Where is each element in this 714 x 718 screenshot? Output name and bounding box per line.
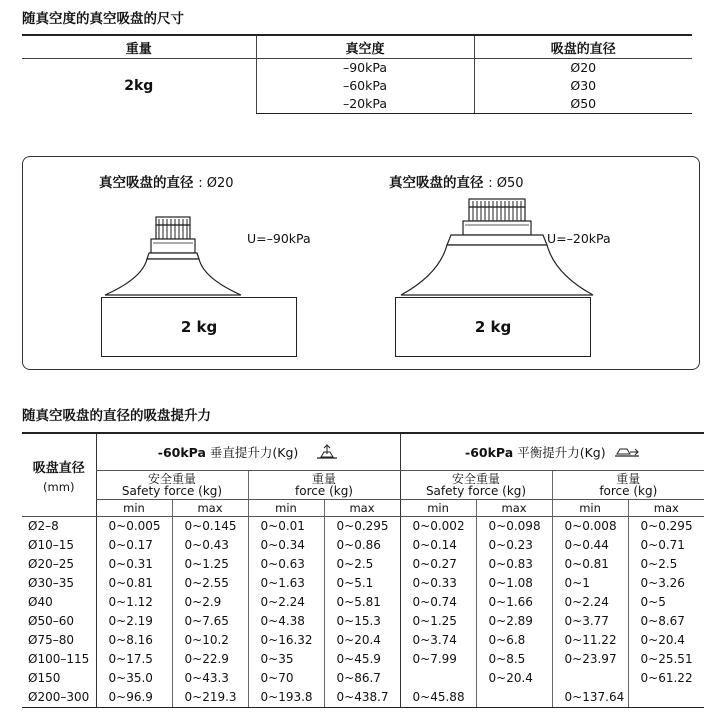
v-safety-header	[96, 471, 248, 500]
left-pressure: U=–90kPa	[247, 231, 311, 246]
vacuum-cell: –60kPa	[256, 77, 474, 95]
corner-unit: (mm)	[43, 479, 75, 494]
min-header: min	[400, 500, 476, 517]
header-vacuum: 真空度	[256, 35, 474, 59]
force-cell: 0~22.9	[172, 650, 248, 669]
force-cell: 0~20.4	[476, 669, 552, 688]
diameter-cell: Ø10–15	[28, 538, 74, 552]
force-cell: 0~2.9	[172, 593, 248, 612]
force-cell: 0~0.81	[552, 555, 628, 574]
v-safety-cn: 安全重量	[147, 472, 196, 486]
force-cell: 0~15.3	[324, 612, 400, 631]
horizontal-lift-header	[400, 433, 704, 471]
force-cell: 0~17.5	[96, 650, 172, 669]
force-cell: 0~2.24	[552, 593, 628, 612]
force-cell: 0~2.19	[96, 612, 172, 631]
left-caption-diameter: : Ø20	[198, 176, 234, 191]
vacuum-size-table	[22, 34, 692, 114]
vacuum-cell: –20kPa	[256, 95, 474, 114]
force-cell	[476, 688, 552, 708]
diameter-cell: Ø200–300	[22, 688, 96, 708]
table-row	[22, 631, 704, 650]
table-row	[22, 574, 704, 593]
diameter-cell: Ø50	[474, 95, 692, 114]
vertical-pressure: -60kPa	[157, 445, 206, 460]
force-cell: 0~0.005	[96, 517, 172, 537]
max-header: max	[628, 500, 704, 517]
force-cell: 0~16.32	[248, 631, 324, 650]
left-load-box: 2 kg	[101, 297, 297, 357]
force-cell: 0~2.24	[248, 593, 324, 612]
force-cell: 0~1.12	[96, 593, 172, 612]
v-force-en: force (kg)	[295, 484, 353, 498]
force-cell: 0~0.86	[324, 536, 400, 555]
min-header: min	[96, 500, 172, 517]
left-suction-cup-icon	[93, 215, 253, 299]
force-cell: 0~1.63	[248, 574, 324, 593]
v-force-header	[248, 471, 400, 500]
force-cell	[400, 669, 476, 688]
diameter-cell: Ø100–115	[28, 652, 90, 666]
force-cell: 0~0.002	[400, 517, 476, 537]
diameter-cell: Ø20–25	[28, 557, 74, 571]
v-force-cn: 重量	[312, 472, 337, 486]
force-cell: 0~0.31	[96, 555, 172, 574]
right-caption-label: 真空吸盘的直径	[389, 175, 484, 191]
right-caption-diameter: : Ø50	[488, 176, 524, 191]
header-diameter: 吸盘的直径	[474, 35, 692, 59]
table-row	[22, 555, 704, 574]
right-pressure: U=–20kPa	[547, 231, 611, 246]
diameter-cell: Ø2–8	[28, 519, 59, 533]
force-cell: 0~137.64	[552, 688, 628, 708]
force-cell: 0~0.83	[476, 555, 552, 574]
force-cell: 0~1.08	[476, 574, 552, 593]
force-cell: 0~1	[552, 574, 628, 593]
h-force-cn: 重量	[616, 472, 641, 486]
force-cell: 0~1.66	[476, 593, 552, 612]
force-cell: 0~2.89	[476, 612, 552, 631]
force-cell: 0~0.295	[324, 517, 400, 537]
right-caption	[389, 171, 524, 191]
force-cell: 0~23.97	[552, 650, 628, 669]
table-row	[22, 536, 704, 555]
force-cell: 0~0.145	[172, 517, 248, 537]
horizontal-lift-icon	[614, 444, 640, 460]
h-safety-en: Safety force (kg)	[425, 484, 527, 498]
vertical-lift-header	[96, 433, 400, 471]
table-row	[22, 688, 704, 708]
force-cell: 0~0.81	[96, 574, 172, 593]
force-cell: 0~0.008	[552, 517, 628, 537]
force-cell: 0~86.7	[324, 669, 400, 688]
force-cell: 0~11.22	[552, 631, 628, 650]
h-force-en: force (kg)	[599, 484, 658, 498]
diameter-column-header	[22, 433, 96, 517]
force-cell: 0~96.9	[96, 688, 172, 708]
force-cell: 0~0.71	[628, 536, 704, 555]
force-cell: 0~3.26	[628, 574, 704, 593]
force-cell: 0~8.5	[476, 650, 552, 669]
table-row	[22, 593, 704, 612]
left-caption-label: 真空吸盘的直径	[99, 175, 194, 191]
section2-title: 随真空吸盘的直径的吸盘提升力	[22, 408, 211, 424]
force-cell: 0~0.34	[248, 536, 324, 555]
weight-cell: 2kg	[124, 78, 154, 95]
vertical-lift-icon	[316, 444, 338, 460]
diameter-cell: Ø20	[474, 59, 692, 78]
force-cell: 0~2.55	[172, 574, 248, 593]
force-cell: 0~2.5	[628, 555, 704, 574]
table-row	[22, 517, 704, 537]
header-weight: 重量	[22, 35, 256, 59]
force-cell: 0~61.22	[628, 669, 704, 688]
force-cell: 0~70	[248, 669, 324, 688]
lift-force-table	[22, 432, 704, 708]
force-cell: 0~0.63	[248, 555, 324, 574]
force-cell: 0~0.44	[552, 536, 628, 555]
force-cell: 0~219.3	[172, 688, 248, 708]
right-suction-cup-icon	[397, 197, 597, 299]
force-cell: 0~193.8	[248, 688, 324, 708]
force-cell: 0~7.99	[400, 650, 476, 669]
h-force-header	[552, 471, 704, 500]
force-cell: 0~0.43	[172, 536, 248, 555]
force-cell: 0~438.7	[324, 688, 400, 708]
max-header: max	[172, 500, 248, 517]
force-cell: 0~1.25	[172, 555, 248, 574]
force-cell: 0~0.098	[476, 517, 552, 537]
right-load-box: 2 kg	[395, 297, 591, 357]
force-cell	[552, 669, 628, 688]
force-cell: 0~35.0	[96, 669, 172, 688]
diameter-cell: Ø150	[28, 671, 61, 685]
force-cell: 0~5.81	[324, 593, 400, 612]
diameter-cell: Ø50–60	[28, 614, 74, 628]
force-cell: 0~0.74	[400, 593, 476, 612]
force-cell: 0~1.25	[400, 612, 476, 631]
force-cell: 0~5	[628, 593, 704, 612]
lift-force-rows	[22, 517, 704, 708]
force-cell: 0~7.65	[172, 612, 248, 631]
force-cell: 0~10.2	[172, 631, 248, 650]
diameter-cell: Ø75–80	[28, 633, 74, 647]
force-cell: 0~2.5	[324, 555, 400, 574]
table-row	[22, 669, 704, 688]
horizontal-pressure: -60kPa	[465, 445, 514, 460]
vertical-label: 垂直提升力(Kg)	[209, 445, 299, 460]
diameter-cell: Ø30–35	[28, 576, 74, 590]
force-cell: 0~0.01	[248, 517, 324, 537]
corner-label: 吸盘直径	[32, 460, 85, 476]
force-cell: 0~20.4	[628, 631, 704, 650]
horizontal-label: 平衡提升力(Kg)	[517, 445, 606, 460]
force-cell: 0~8.16	[96, 631, 172, 650]
force-cell: 0~0.17	[96, 536, 172, 555]
force-cell: 0~43.3	[172, 669, 248, 688]
left-caption	[99, 171, 234, 191]
force-cell: 0~45.88	[400, 688, 476, 708]
force-cell: 0~20.4	[324, 631, 400, 650]
vacuum-cell: –90kPa	[256, 59, 474, 78]
force-cell: 0~45.9	[324, 650, 400, 669]
force-cell: 0~8.67	[628, 612, 704, 631]
force-cell: 0~0.33	[400, 574, 476, 593]
force-cell: 0~25.51	[628, 650, 704, 669]
table-row	[22, 612, 704, 631]
section1-title: 随真空度的真空吸盘的尺寸	[22, 11, 184, 27]
force-cell: 0~0.295	[628, 517, 704, 537]
force-cell: 0~4.38	[248, 612, 324, 631]
force-cell: 0~3.74	[400, 631, 476, 650]
max-header: max	[476, 500, 552, 517]
force-cell: 0~35	[248, 650, 324, 669]
force-cell	[628, 688, 704, 708]
force-cell: 0~6.8	[476, 631, 552, 650]
force-cell: 0~5.1	[324, 574, 400, 593]
v-safety-en: Safety force (kg)	[121, 484, 223, 498]
h-safety-cn: 安全重量	[452, 472, 501, 486]
table-row	[22, 650, 704, 669]
force-cell: 0~0.14	[400, 536, 476, 555]
diameter-cell: Ø40	[28, 595, 53, 609]
force-cell: 0~0.23	[476, 536, 552, 555]
diameter-cell: Ø30	[474, 77, 692, 95]
suction-diagram-panel	[22, 156, 700, 370]
h-safety-header	[400, 471, 552, 500]
force-cell: 0~0.27	[400, 555, 476, 574]
min-header: min	[248, 500, 324, 517]
force-cell: 0~3.77	[552, 612, 628, 631]
max-header: max	[324, 500, 400, 517]
min-header: min	[552, 500, 628, 517]
